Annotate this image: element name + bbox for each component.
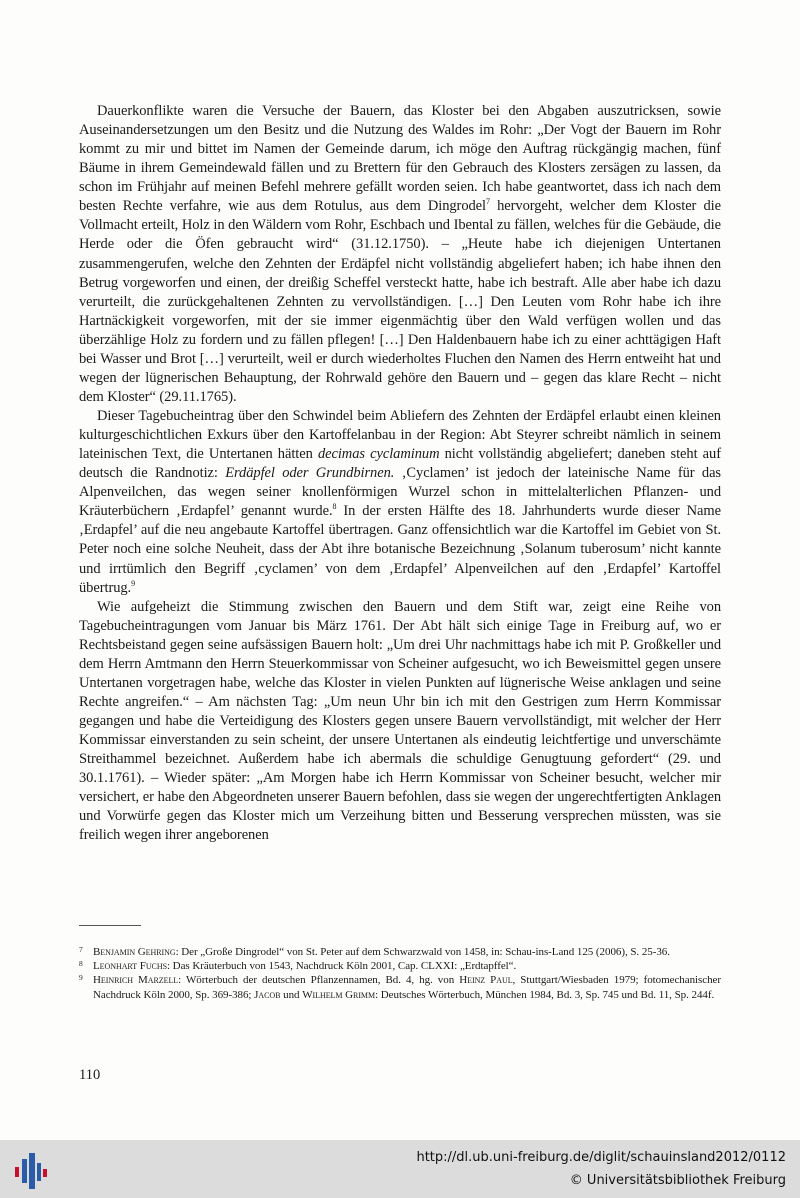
text-run: ‚Cyclamen’ ist jedoch der lateinische Name für das Alpenveilchen, das wegen seiner knollenförmigen Wurzel schon in mittelalterlichen Pflanzen- und Kräuterbüchern ‚Erdapfel’ genannt wurde.: [79, 465, 722, 520]
text-run: : Wörterbuch der deutschen Pflanzennamen, Bd. 4, hg. von: [178, 974, 460, 987]
text-run: nicht vollständig abgeliefert; daneben steht auf deutsch die Randnotiz:: [79, 446, 721, 482]
footnote-number: 9: [79, 973, 83, 983]
ub-freiburg-logo-icon: [10, 1149, 50, 1191]
text-run: hervorgeht, welcher dem Kloster die Vollmacht erteilt, Holz in den Wäldern vom Rohr, Eschbach und Ibental zu fällen, welches für die Gebäude, die Herde oder die Öfen gebraucht wird“ (31.12.1750). – „Heute habe ich diejenigen Untertanen zusammengerufen, welche den Zehnten der Erdäpfel nicht vollständig abgeliefert haben; ich habe ihnen den Betrug vorgeworfen und einen, der dreißig Scheffel versteckt hatte, habe ich bestraft. Alle aber habe ich dazu verurteilt, die zurückgehaltenen Zehnten zu vervollständigen. […] Den Leuten vom Rohr habe ich ihre Hartnäckigkeit vorgeworfen, mit der sie immer eigenmächtig über den Wald verfügen wollen und das überzählige Holz zu fordern und zu fällen pflegen! […] Den Haldenbauern habe ich zu einer achttägigen Haft bei Wasser und Brot […] verurteilt, weil er durch wiederholtes Fluchen den Namen des Herrn entweiht hat und wegen der lügnerischen Behauptung, der Rohrwald gehöre den Bauern und – gegen das klare Recht – nicht dem Kloster“ (29.11.1765).: [79, 198, 721, 405]
text-run: : Der „Große Dingrodel“ von St. Peter auf dem Schwarzwald von 1458, in: Schau-ins-Land 125 (2006), S. 25-36.: [175, 946, 670, 958]
footnote-ref: 8: [332, 502, 337, 512]
footnote-number: 7: [79, 945, 83, 954]
body-text: [79, 102, 721, 845]
body-paragraph: [79, 407, 721, 598]
italic-text: decimas cyclaminum: [317, 446, 440, 463]
italic-text: Erdäpfel oder Grundbirnen.: [225, 465, 395, 482]
body-paragraph: [79, 598, 721, 846]
footnote-number: 8: [79, 959, 83, 969]
text-run: Dieser Tagebucheintrag über den Schwindel beim Abliefern des Zehnten der Erdäpfel erlaubt einen kleinen kulturgeschichtlichen Exkurs über den Kartoffelanbau in der Region: Abt Steyrer schreibt nämlich in seinem lateinischen Text, die Untertanen hätten: [79, 408, 721, 463]
footnotes: [79, 945, 721, 1002]
text-run: : Das Kräuterbuch von 1543, Nachdruck Köln 2001, Cap. CLXXI: „Erdtapffel“.: [166, 960, 517, 973]
author-name: Heinz Paul: [459, 974, 513, 987]
footnote-ref: 7: [486, 197, 490, 207]
text-run: In der ersten Hälfte des 18. Jahrhunderts wurde dieser Name ‚Erdapfel’ auf die neu angebaute Kartoffel übertragen. Ganz offensichtlich war die Kartoffel im Gebiet von St. Peter noch eine solche Neuheit, dass der Abt ihre botanische Bezeichnung ‚Solanum tuberosum’ nicht kannte und irrtümlich den Begriff ‚cyclamen’ von dem ‚Erdapfel’ Alpenveilchen auf den ‚Erdapfel’ Kartoffel übertrug.: [79, 503, 721, 596]
author-name: Benjamin Gehring: [93, 946, 176, 958]
footnote-separator: [79, 925, 141, 926]
author-name: Heinrich Marzell: [93, 974, 179, 987]
author-name: Leonhart Fuchs: [93, 960, 167, 973]
text-run: Dauerkonflikte waren die Versuche der Bauern, das Kloster bei den Abgaben auszutricksen, sowie Auseinandersetzungen um den Besitz und die Nutzung des Waldes im Rohr: „Der Vogt der Bauern im Rohr kommt zu mir und bittet im Namen der Gemeinde darum, ich möge den Auftrag rückgängig machen, fünf Bäume in ihrem Gemeindewald fällen und zu Brettern für den Gebrauch des Klosters zersägen zu lassen, da schon im Frühjahr auf meinen Befehl mehrere gefällt worden seien. Ich habe geantwortet, dass ich nach dem besten Rechte verfahre, wie aus dem Rotulus, aus dem Dingrodel: [79, 103, 721, 215]
page-number: 110: [79, 1067, 101, 1083]
footnote: [79, 973, 721, 1001]
text-run: Wie aufgeheizt die Stimmung zwischen den Bauern und dem Stift war, zeigt eine Reihe von Tagebucheintragungen vom Januar bis März 1761. Der Abt hält sich einige Tage in Freiburg auf, wo er Rechtsbeistand gegen seine aufsässigen Bauern holt: „Um drei Uhr nachmittags habe ich mit P. Großkeller und dem Herrn Amtmann den Herrn Steuerkommissar von Scheiner aufgesucht, wo ich Beweismittel gegen unsere Untertanen vorgetragen habe, welche das Kloster in vielen Punkten auf lügnerische Weise anklagen und seine Rechte angreifen.“ – Am nächsten Tag: „Um neun Uhr bin ich mit den Gestrigen zum Herrn Kommissar gegangen und habe die Verteidigung des Klosters gegen unsere Bauern vervollständigt, mit welcher der Herr Kommissar einverstanden zu sein scheint, der unsere Untertanen als eindeutig leichtfertige und unverschämte Streithammel bezeichnet. Außerdem habe ich abermals die schuldige Genugtuung gefordert“ (29. und 30.1.1761). – Wieder später: „Am Morgen habe ich Herrn Kommissar von Scheiner besucht, welcher mir versichert, er habe den Abgeordneten unserer Bauern befohlen, dass sie wegen der ungerechtfertigten Anklagen und Vorwürfe gegen das Kloster mich um Verzeihung bitten und Besserung versprechen müssten, was sie freilich wegen ihrer angeborenen: [79, 598, 721, 844]
footnote: [79, 945, 721, 959]
author-name: Wilhelm Grimm: [302, 988, 376, 1001]
text-run: , Stuttgart/Wiesbaden 1979; fotomechanischer Nachdruck Köln 2000, Sp. 369-386;: [93, 974, 722, 1001]
footer-bar: [0, 1140, 800, 1198]
footnote: [79, 959, 721, 973]
text-run: und: [280, 988, 303, 1001]
footer-url-link[interactable]: http://dl.ub.uni-freiburg.de/diglit/schauinsland2012/0112: [416, 1150, 786, 1165]
text-run: : Deutsches Wörterbuch, München 1984, Bd. 3, Sp. 745 und Bd. 11, Sp. 244f.: [375, 988, 715, 1001]
footer-url[interactable]: [416, 1150, 786, 1165]
author-name: Jacob: [254, 988, 281, 1001]
footer-copyright: © Universitätsbibliothek Freiburg: [569, 1173, 786, 1188]
footnote-ref: 9: [131, 578, 136, 588]
body-paragraph: [79, 102, 721, 407]
